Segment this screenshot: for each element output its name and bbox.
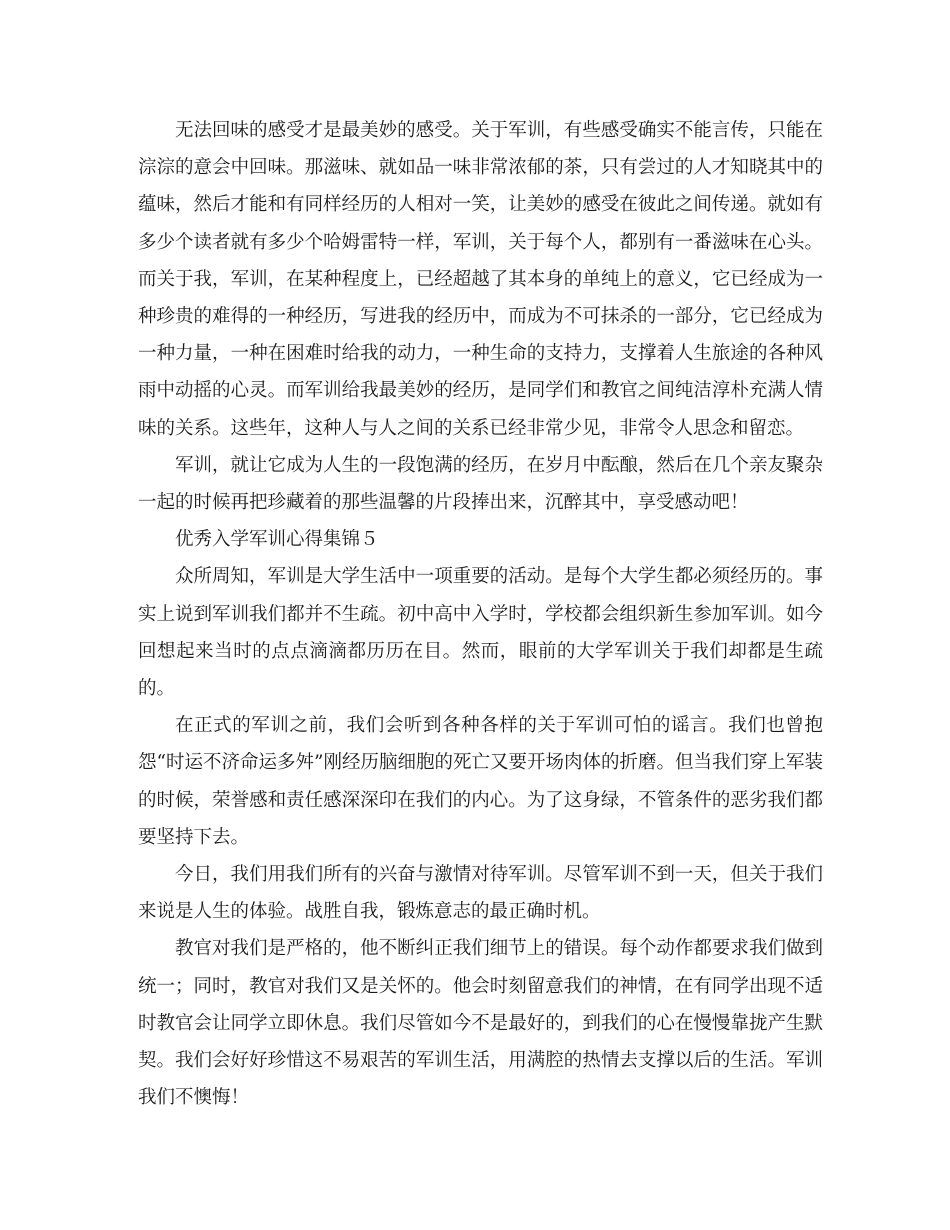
paragraph-5: 今日，我们用我们所有的兴奋与激情对待军训。尽管军训不到一天，但关于我们来说是人生的体验。战胜自我，锻炼意志的最正确时机。 [138,864,823,923]
paragraph-6: 教官对我们是严格的，他不断纠正我们细节上的错误。每个动作都要求我们做到统一；同时，教官对我们又是关怀的。他会时刻留意我们的神情，在有同学出现不适时教官会让同学立即休息。我们尽管如今不是最好的，到我们的心在慢慢靠拢产生默契。我们会好好珍惜这不易艰苦的军训生活，用满腔的热情去支撑以后的生活。军训我们不懊悔！ [138,938,823,1109]
document-body [138,112,823,1116]
section-heading: 优秀入学军训心得集锦５ [175,529,379,551]
paragraph-4: 在正式的军训之前，我们会听到各种各样的关于军训可怕的谣言。我们也曾抱怨“时运不济命运多舛”刚经历脑细胞的死亡又要开场肉体的折磨。但当我们穿上军装的时候，荣誉感和责任感深深印在我们的内心。为了这身绿，不管条件的恶劣我们都要坚持下去。 [138,715,823,848]
paragraph-3: 众所周知，军训是大学生活中一项重要的活动。是每个大学生都必须经历的。事实上说到军训我们都并不生疏。初中高中入学时，学校都会组织新生参加军训。如今回想起来当时的点点滴滴都历历在目。然而，眼前的大学军训关于我们却都是生疏的。 [138,566,823,700]
paragraph-2: 军训，就让它成为人生的一段饱满的经历，在岁月中酝酿，然后在几个亲友聚杂一起的时候再把珍藏着的那些温馨的片段捧出来，沉醉其中，享受感动吧！ [138,454,823,514]
paragraph-1: 无法回味的感受才是最美妙的感受。关于军训，有些感受确实不能言传，只能在淙淙的意会中回味。那滋味、就如品一味非常浓郁的茶，只有尝过的人才知晓其中的蕴味，然后才能和有同样经历的人相对一笑，让美妙的感受在彼此之间传递。就如有多少个读者就有多少个哈姆雷特一样，军训，关于每个人，都别有一番滋味在心头。而关于我，军训，在某种程度上，已经超越了其本身的单纯上的意义，它已经成为一种珍贵的难得的一种经历，写进我的经历中，而成为不可抹杀的一部分，它已经成为一种力量，一种在困难时给我的动力，一种生命的支持力，支撑着人生旅途的各种风雨中动摇的心灵。而军训给我最美妙的经历，是同学们和教官之间纯洁淳朴充满人情味的关系。这些年，这种人与人之间的关系已经非常少见，非常令人思念和留恋。 [138,120,823,439]
